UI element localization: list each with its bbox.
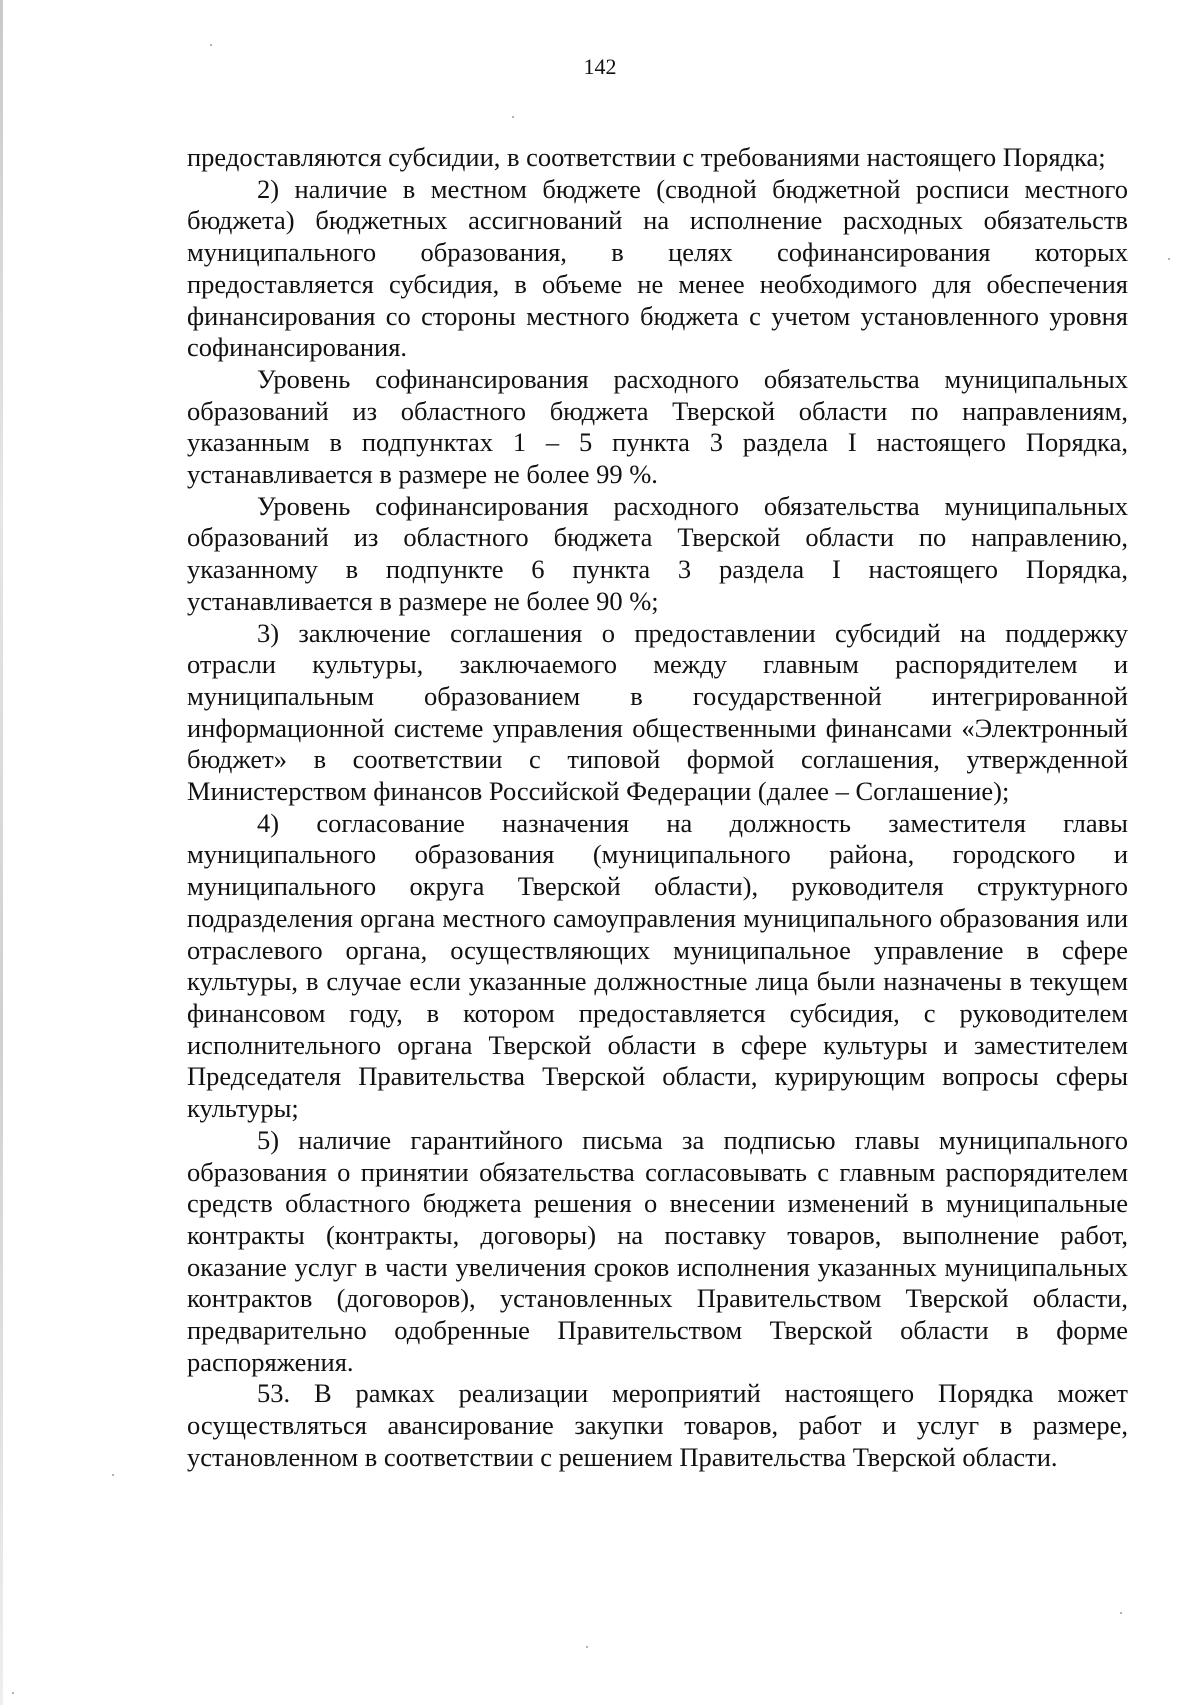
paragraph-cofinancing-99: Уровень софинансирования расходного обязательства муниципальных образований из областного бюджета Тверской области по направлениям, указанным в подпунктах 1 – 5 пункта 3 раздела I настоящего Порядка, устанавливается в размере не более 99 %. bbox=[187, 363, 1128, 490]
scan-speck bbox=[1120, 1612, 1122, 1614]
paragraph-clause-53: 53. В рамках реализации мероприятий настоящего Порядка может осуществляться авансирование закупки товаров, работ и услуг в размере, установленном в соответствии с решением Правительства Тверской области. bbox=[187, 1378, 1128, 1472]
scan-speck bbox=[112, 1474, 114, 1476]
paragraph-item-4: 4) согласование назначения на должность заместителя главы муниципального образования (муниципального района, городского и муниципального округа Тверской области), руководителя структурного подразделения органа местного самоуправления муниципального образования или отраслевого органа, осуществляющих муниципальное управление в сфере культуры, в случае если указанные должностные лица были назначены в текущем финансовом году, в котором предоставляется субсидия, с руководителем исполнительного органа Тверской области в сфере культуры и заместителем Председателя Правительства Тверской области, курирующим вопросы сферы культуры; bbox=[187, 807, 1128, 1124]
scan-speck bbox=[1168, 258, 1170, 260]
paragraph-continuation: предоставляются субсидии, в соответствии с требованиями настоящего Порядка; bbox=[187, 142, 1106, 172]
scan-edge-shadow bbox=[0, 0, 3, 1705]
paragraph-item-5: 5) наличие гарантийного письма за подписью главы муниципального образования о принятии обязательства согласовывать с главным распорядителем средств областного бюджета решения о внесении изменений в муниципальные контракты (контракты, договоры) на поставку товаров, выполнение работ, оказание услуг в части увеличения сроков исполнения указанных муниципальных контрактов (договоров), установленных Правительством Тверской области, предварительно одобренные Правительством Тверской области в форме распоряжения. bbox=[187, 1124, 1128, 1377]
document-body bbox=[187, 142, 1128, 1474]
scan-speck bbox=[512, 116, 514, 118]
paragraph-item-3: 3) заключение соглашения о предоставлении субсидий на поддержку отрасли культуры, заключаемого между главным распорядителем и муниципальным образованием в государственной интегрированной информационной системе управления общественными финансами «Электронный бюджет» в соответствии с типовой формой соглашения, утвержденной Министерством финансов Российской Федерации (далее – Соглашение); bbox=[187, 617, 1128, 807]
scan-speck bbox=[12, 1692, 14, 1694]
page-number: 142 bbox=[583, 54, 617, 79]
scan-speck bbox=[210, 44, 212, 46]
paragraph-cofinancing-90: Уровень софинансирования расходного обязательства муниципальных образований из областного бюджета Тверской области по направлению, указанному в подпункте 6 пункта 3 раздела I настоящего Порядка, устанавливается в размере не более 90 %; bbox=[187, 490, 1128, 616]
scan-speck bbox=[586, 1646, 588, 1648]
paragraph-item-2: 2) наличие в местном бюджете (сводной бюджетной росписи местного бюджета) бюджетных ассигнований на исполнение расходных обязательств муниципального образования, в целях софинансирования которых предоставляется субсидия, в объеме не менее необходимого для обеспечения финансирования со стороны местного бюджета с учетом установленного уровня софинансирования. bbox=[187, 173, 1128, 363]
